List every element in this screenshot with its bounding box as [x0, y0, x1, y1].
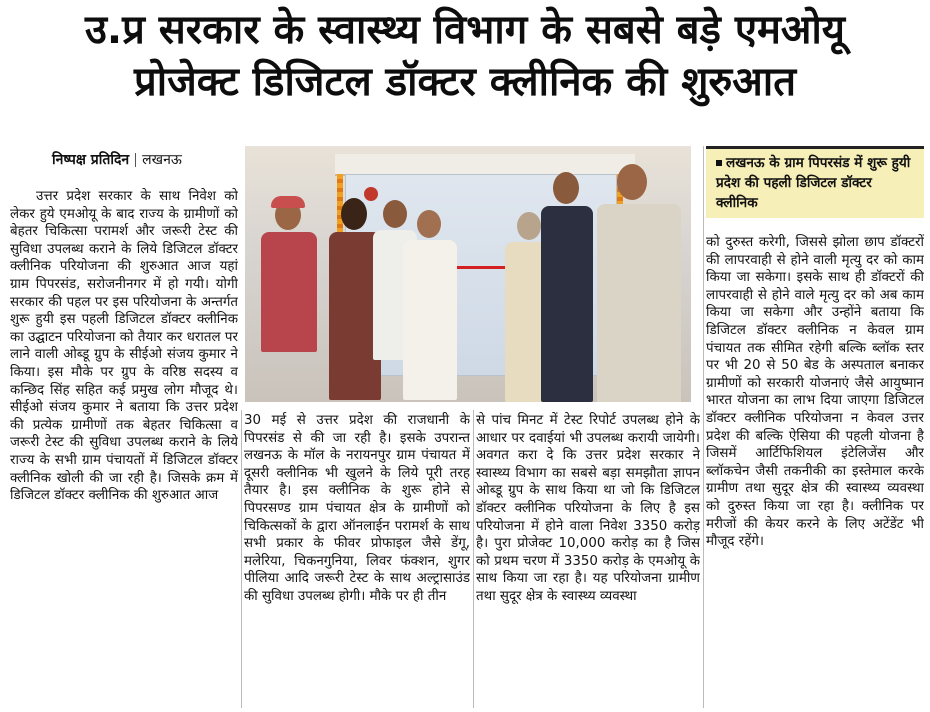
- column-divider: [241, 410, 242, 708]
- highlight-box: [706, 146, 924, 218]
- highlight-text: लखनऊ के ग्राम पिपरसंड में शुरू हुयी प्रदेश की पहली डिजिटल डॉक्टर क्लीनिक: [716, 155, 911, 211]
- byline: [52, 150, 182, 169]
- column-divider: [703, 146, 704, 708]
- byline-separator: [135, 153, 136, 167]
- column-divider: [473, 410, 474, 708]
- article-column-2: 30 मई से उत्तर प्रदेश की राजधानी के पिपरसंड से की जा रही है। इसके उपरान्त लखनऊ के मॉल के नरायनपुर ग्राम पंचायत में दूसरी क्लीनिक भी खुलने के लिये पूरी तरह तैयार है। इस क्लीनिक के शुरू होने से पिपरसण्ड ग्राम पंचायत क्षेत्र के ग्रामीणों को चिकित्सकों के द्वारा ऑनलाईन परामर्श के साथ सभी प्रकार के फीवर प्रोफाइल जैसे डेंगू, मलेरिया, चिकनगुनिया, लिवर फंक्शन, शुगर पीलिया आदि जरूरी टेस्ट के साथ अल्ट्रासाउंड की सुविधा उपलब्ध होगी। मौके पर ही तीन: [244, 413, 470, 604]
- backdrop-logo-icon: [364, 187, 378, 201]
- photo-banner: [335, 154, 635, 176]
- article-column-1: उत्तर प्रदेश सरकार के साथ निवेश को लेकर हुये एमओयू के बाद राज्य के ग्रामीणों को बेहतर चिकित्सा परामर्श और जरूरी टेस्ट की सुविधा उपलब्ध कराने के लिये डिजिटल डॉक्टर क्लीनिक परियोजना की शुरुआत आज यहां ग्राम पिपरसंड, सरोजनीनगर में हो गयी। योगी सरकार की पहल पर इस परियोजना के अन्तर्गत शुरू हुयी इस पहली डिजिटल डॉक्टर क्लीनिक का उद्घाटन परियोजना को तैयार कर धरातल पर लाने वाली ओब्डू ग्रुप के सीईओ संजय कुमार ने किया। इस मौके पर ग्रुप के वरिष्ठ सदस्य व कन्छिद सिंह सहित कई प्रमुख लोग मौजूद थे। सीईओ संजय कुमार ने बताया कि उत्तर प्रदेश की प्रत्येक ग्रामीणों तक बेहतर चिकित्सा व जरूरी टेस्ट की सुविधा उपलब्ध कराने के लिये राज्य के सभी ग्राम पंचायतों में डिजिटल डॉक्टर क्लीनिक खोली की जा रही है। जिसके क्रम में डिजिटल डॉक्टर क्लीनिक की शुरुआत आज: [10, 189, 238, 504]
- headline-line-1: उ.प्र सरकार के स्वास्थ्य विभाग के सबसे बड़े एमओयू: [84, 7, 846, 53]
- byline-city: लखनऊ: [142, 152, 182, 168]
- headline-line-2: प्रोजेक्ट डिजिटल डॉक्टर क्लीनिक की शुरुआत: [134, 59, 796, 105]
- article-column-4: को दुरुस्त करेगी, जिससे झोला छाप डॉक्टरों की लापरवाही से होने वाली मृत्यु दर को काम किया जा सकेगा। इसके साथ ही डॉक्टरों की लापरवाही से होने वाले मृत्यु दर को अब काम किया जा सकेगा और उन्होंने बताया कि डिजिटल डॉक्टर क्लीनिक न केवल ग्राम पंचायत तक सीमित रहेगी बल्कि ब्लॉक स्तर पर भी 20 से 50 बेड के अस्पताल बनाकर ग्रामीणों को सरकारी योजनाएं जैसे आयुष्मान भारत योजना का लाभ दिया जाएगा डिजिटल डॉक्टर क्लीनिक परियोजना न केवल उत्तर प्रदेश की बल्कि ऐसिया की पहली योजना है जिसमें आर्टिफिशियल इंटेलिजेंस और ब्लॉकचेन जैसी तकनीकी का इस्तेमाल करके ग्रामीण तथा सुदूर क्षेत्र की स्वास्थ्य व्यवस्था को दुरुस्त किया जा रहा है। क्लीनिक पर मरीजों की केयर करने के लिए अटेंडेंट भी मौजूद रहेंगे।: [706, 235, 924, 550]
- article-column-3: से पांच मिनट में टेस्ट रिपोर्ट उपलब्ध होने के आधार पर दवाईयां भी उपलब्ध करायी जायेगी। अवगत करा दे कि उत्तर प्रदेश सरकार ने स्वास्थ्य विभाग का सबसे बड़ा समझौता ज्ञापन ओब्डू ग्रुप के साथ किया था जो कि डिजिटल डॉक्टर क्लीनिक परियोजना के लिए है इस परियोजना में होने वाला निवेश 3350 करोड़ है। पुरा प्रोजेक्ट 10,000 करोड़ का है जिस को प्रथम चरण में 3350 करोड़ के एमओयू के साथ किया जा रहा है। यह परियोजना ग्रामीण तथा सुदूर क्षेत्र के स्वास्थ्य व्यवस्था: [476, 413, 700, 604]
- headline: [0, 4, 930, 108]
- bullet-icon: [716, 160, 722, 166]
- byline-source: निष्पक्ष प्रतिदिन: [52, 152, 130, 168]
- event-photo: [245, 146, 691, 402]
